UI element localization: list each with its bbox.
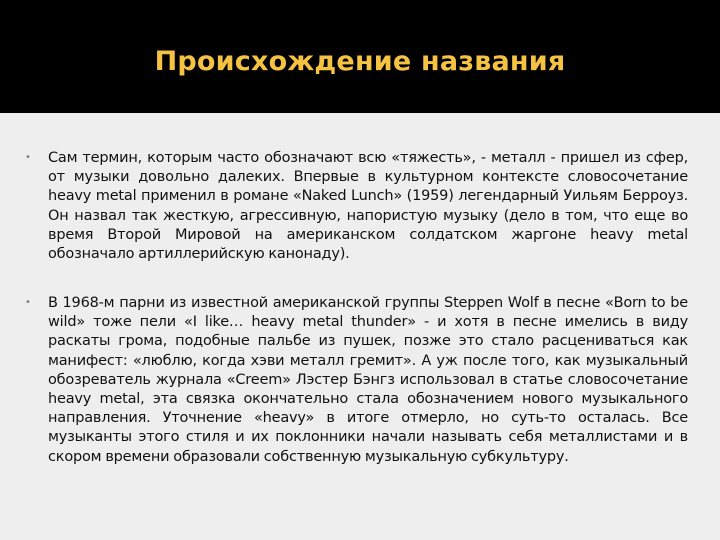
- bullet-text: Сам термин, которым часто обозначают всю «тяжесть», - металл - пришел из сфер, от музыки довольно далеких. Впервые в культурном контексте словосочетание heavy metal применил в романе «Naked Lunch» (1959) легендарный Уильям Берроуз. Он назвал так жесткую, агрессивную, напористую музыку (дело в том, что еще во время Второй Мировой на американском солдатском жаргоне heavy metal обозначало артиллерийскую канонаду).: [48, 150, 688, 263]
- bullet-marker: •: [25, 297, 31, 308]
- bullet-marker: •: [25, 152, 31, 163]
- slide-body: [0, 113, 720, 540]
- slide-title: Происхождение названия: [154, 46, 566, 77]
- bullet-text: В 1968-м парни из известной американской группы Steppen Wolf в песне «Born to be wild» тоже пели «I like… heavy metal thunder» - и хотя в песне имелись в виду раскаты грома, подобные пальбе из пушек, позже это стало расцениваться как манифест: «люблю, когда хэви металл гремит». А уж после того, как музыкальный обозреватель журнала «Creem» Лэстер Бэнгз использовал в статье словосочетание heavy metal, эта связка окончательно стала обозначением нового музыкального направления. Уточнение «heavy» в итоге отмерло, но суть-то осталась. Все музыканты этого стиля и их поклонники начали называть себя металлистами и в скором времени образовали собственную музыкальную субкультуру.: [48, 295, 688, 465]
- slide-header: [0, 0, 720, 113]
